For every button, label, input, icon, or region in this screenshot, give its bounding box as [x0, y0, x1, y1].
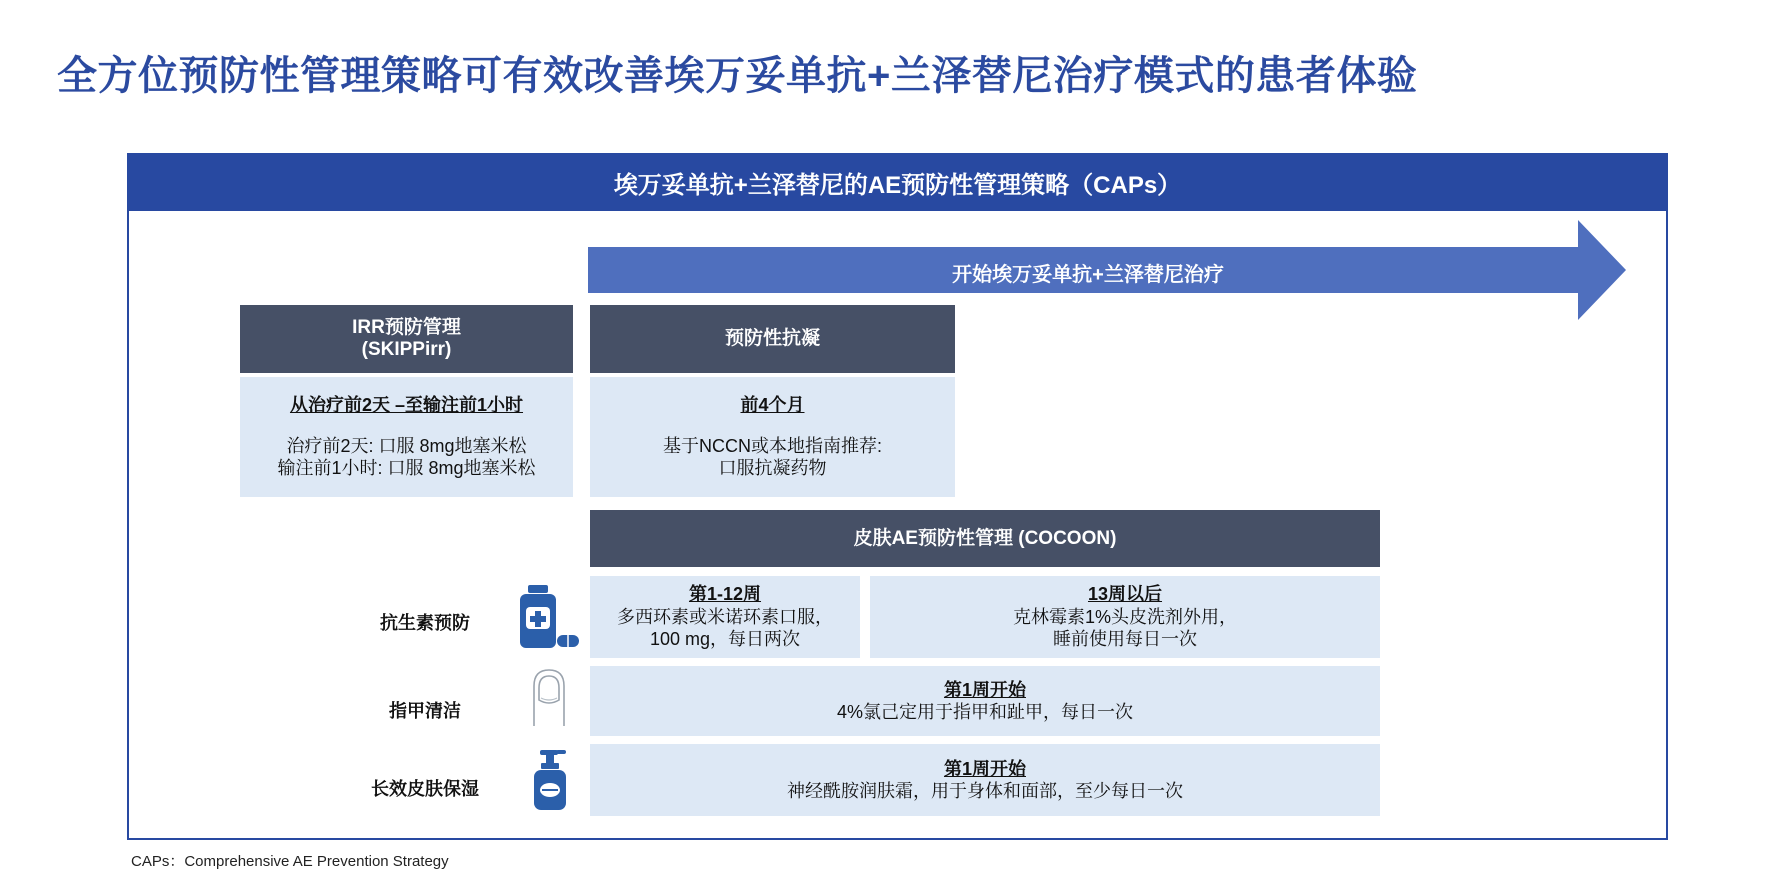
cell-line1: 多西环素或米诺环素口服，: [617, 606, 833, 627]
irr-subtitle: 从治疗前2天 –至输注前1小时: [289, 395, 524, 416]
cell-line1: 神经酰胺润肤霜，用于身体和面部，至少每日一次: [787, 781, 1183, 801]
skin-ae-header: 皮肤AE预防性管理 (COCOON): [590, 510, 1380, 567]
antibiotic-cell-weeks-1-12: [590, 576, 860, 658]
irr-line1: 治疗前2天: 口服 8mg地塞米松: [286, 435, 527, 456]
cell-line1: 4%氯己定用于指甲和趾甲，每日一次: [836, 702, 1133, 722]
cell-head: 13周以后: [1087, 584, 1163, 605]
cell-head: 第1周开始: [943, 679, 1026, 700]
page-title: 全方位预防性管理策略可有效改善埃万妥单抗+兰泽替尼治疗模式的患者体验: [57, 54, 1418, 98]
cell-head: 第1-12周: [688, 584, 762, 605]
moisturize-cell: [590, 744, 1380, 816]
anticoag-line1: 基于NCCN或本地指南推荐:: [663, 435, 882, 456]
footnote: CAPs：Comprehensive AE Prevention Strategy: [131, 853, 449, 870]
anticoag-subtitle: 前4个月: [740, 395, 805, 416]
arrow-label: 开始埃万妥单抗+兰泽替尼治疗: [952, 263, 1224, 286]
irr-header: [240, 305, 573, 373]
panel-header: 埃万妥单抗+兰泽替尼的AE预防性管理策略（CAPs）: [127, 153, 1668, 211]
row-label-nail: 指甲清洁: [389, 701, 461, 721]
lotion-pump-icon: [530, 748, 574, 812]
anticoag-header: 预防性抗凝: [590, 305, 955, 373]
antibiotic-cell-week-13-plus: [870, 576, 1380, 658]
cell-head: 第1周开始: [943, 758, 1026, 779]
cell-line1: 克林霉素1%头皮洗剂外用，: [1012, 606, 1237, 627]
row-label-moisturize: 长效皮肤保湿: [371, 779, 479, 799]
irr-details: [240, 377, 573, 497]
irr-header-line2: (SKIPPirr): [361, 339, 452, 360]
irr-header-line1: IRR预防管理: [352, 317, 461, 339]
cell-line2: 100 mg，每日两次: [649, 629, 801, 650]
cell-line2: 睡前使用每日一次: [1053, 629, 1197, 650]
medicine-bottle-icon: [515, 583, 581, 651]
anticoag-details: [590, 377, 955, 497]
nail-cell: [590, 666, 1380, 736]
irr-line2: 输注前1小时: 口服 8mg地塞米松: [277, 458, 536, 479]
row-label-antibiotic: 抗生素预防: [380, 613, 470, 633]
fingernail-icon: [530, 668, 568, 726]
anticoag-line2: 口服抗凝药物: [718, 458, 827, 479]
